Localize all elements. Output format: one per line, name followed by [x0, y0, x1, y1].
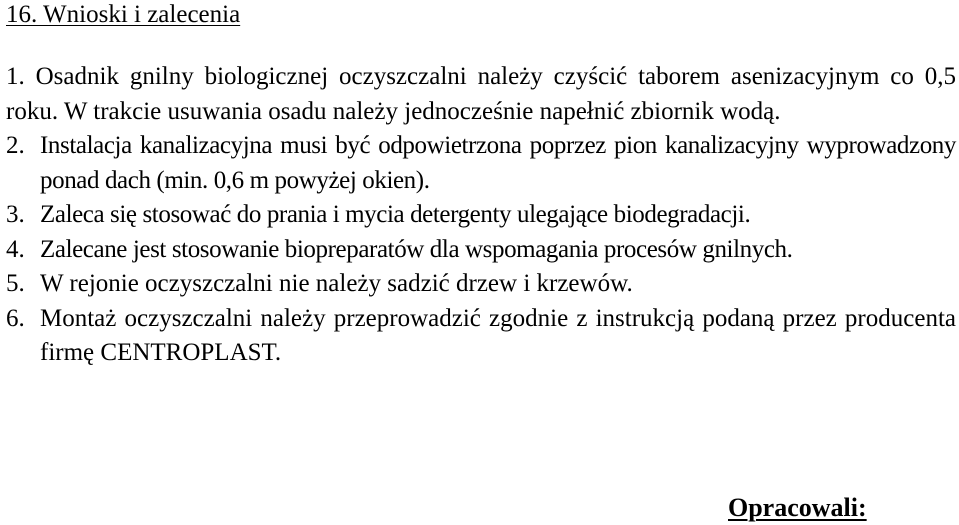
list-item-text: Zalecane jest stosowanie biopreparatów dla wspomagania procesów gnilnych. [40, 235, 793, 263]
list-item-number: 1. [6, 63, 36, 90]
list-item-number: 4. [6, 235, 25, 263]
list-item-5 [6, 267, 956, 302]
list-item-number: 3. [6, 201, 25, 228]
list-item-number: 2. [6, 132, 25, 159]
list-item-text: W rejonie oczyszczalni nie należy sadzić drzew i krzewów. [40, 270, 633, 297]
list-item-6 [6, 302, 956, 371]
list-item-text: Instalacja kanalizacyjna musi być odpowietrzona poprzez pion kanalizacyjny wyprowadzony ponad dach (min. 0,6 m powyżej okien). [40, 132, 956, 194]
list-item-3 [6, 198, 956, 233]
list-item-4 [6, 233, 956, 268]
list-item-text: Osadnik gnilny biologicznej oczyszczalni należy czyścić taborem asenizacyjnym co 0,5 roku. W trakcie usuwania osadu należy jednocześnie napełnić zbiornik wodą. [6, 63, 956, 125]
list-item-number: 5. [6, 270, 25, 297]
list-item-text: Montaż oczyszczalni należy przeprowadzić zgodnie z instrukcją podaną przez producenta firmę CENTROPLAST. [40, 304, 956, 366]
list-item-2 [6, 129, 956, 198]
list-item-number: 6. [6, 304, 25, 332]
list-item-1 [6, 60, 956, 129]
recommendations-list [6, 60, 956, 371]
list-item-text: Zaleca się stosować do prania i mycia detergenty ulegające biodegradacji. [40, 201, 751, 228]
section-heading: 16. Wnioski i zalecenia [6, 1, 241, 28]
signature-label: Opracowali: [728, 493, 867, 522]
